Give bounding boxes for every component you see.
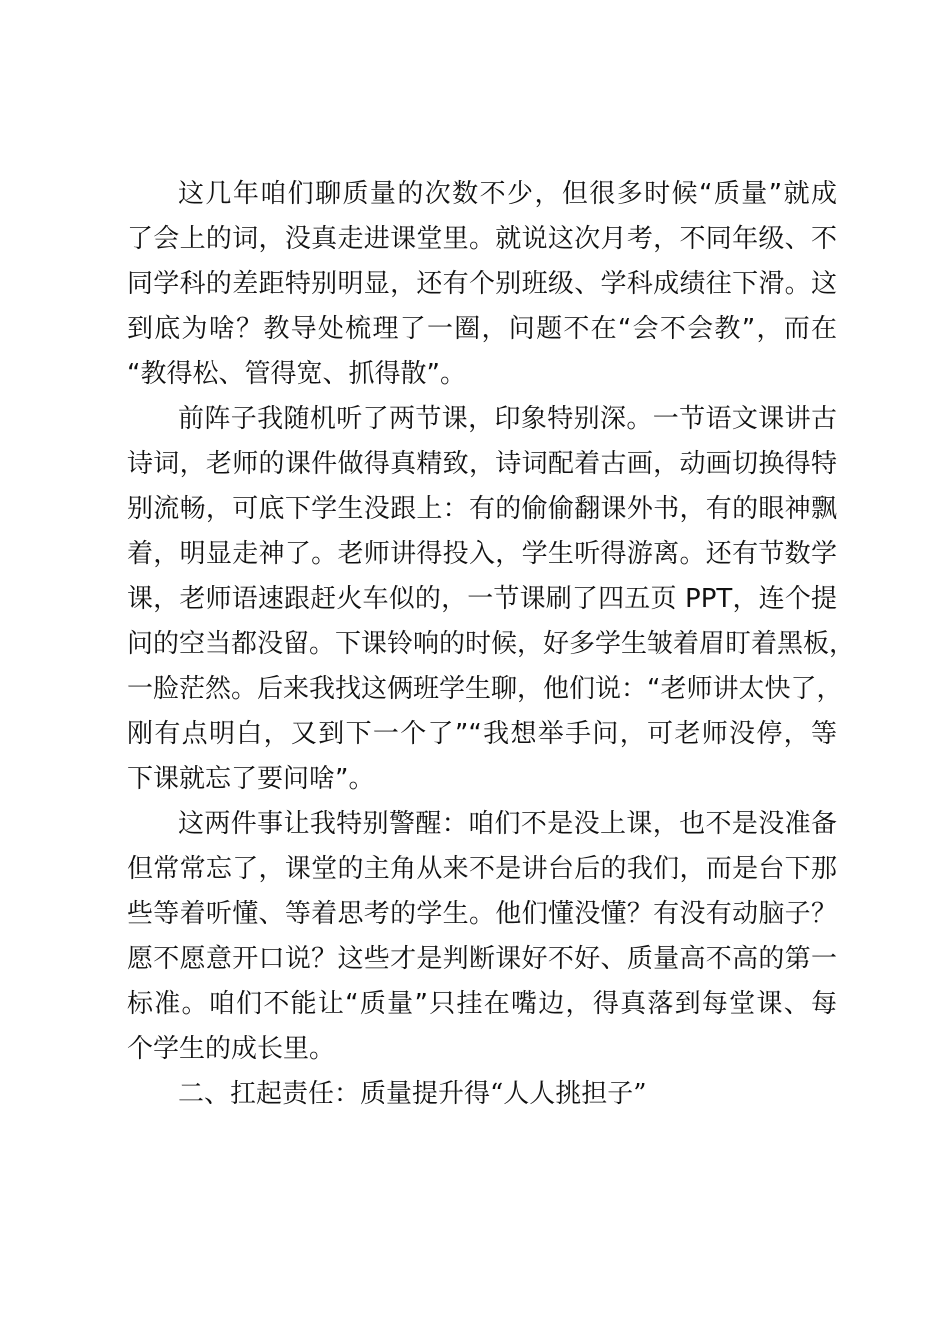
paragraph-3-line-3: 些等着听懂、等着思考的学生。他们懂没懂？有没有动脑子？ — [127, 899, 837, 929]
paragraph-3-line-4: 愿不愿意开口说？这些才是判断课好不好、质量高不高的第一 — [127, 944, 837, 974]
section-heading: 二、扛起责任：质量提升得“人人挑担子” — [178, 1079, 647, 1109]
paragraph-1-line-3: 同学科的差距特别明显，还有个别班级、学科成绩往下滑。这 — [127, 269, 837, 299]
paragraph-1-line-2: 了会上的词，没真走进课堂里。就说这次月考，不同年级、不 — [127, 224, 837, 254]
paragraph-1-line-4: 到底为啥？教导处梳理了一圈，问题不在“会不会教”，而在 — [127, 314, 837, 344]
paragraph-2-line-1: 前阵子我随机听了两节课，印象特别深。一节语文课讲古 — [178, 404, 837, 434]
paragraph-3-line-1: 这两件事让我特别警醒：咱们不是没上课，也不是没准备 — [178, 809, 837, 839]
paragraph-2-line-8: 刚有点明白，又到下一个了”“我想举手问，可老师没停，等 — [127, 719, 837, 749]
paragraph-2-line-7: 一脸茫然。后来我找这俩班学生聊，他们说：“老师讲太快了， — [127, 674, 843, 704]
paragraph-3-line-6: 个学生的成长里。 — [127, 1034, 336, 1064]
paragraph-1-line-1: 这几年咱们聊质量的次数不少，但很多时候“质量”就成 — [178, 179, 837, 209]
paragraph-3-line-2: 但常常忘了，课堂的主角从来不是讲台后的我们，而是台下那 — [127, 854, 837, 884]
paragraph-2-line-3: 别流畅，可底下学生没跟上：有的偷偷翻课外书，有的眼神飘 — [127, 494, 837, 524]
paragraph-3-line-5: 标准。咱们不能让“质量”只挂在嘴边，得真落到每堂课、每 — [127, 989, 837, 1019]
paragraph-2-line-2: 诗词，老师的课件做得真精致，诗词配着古画，动画切换得特 — [127, 449, 837, 479]
paragraph-1-line-5: “教得松、管得宽、抓得散”。 — [127, 359, 466, 389]
paragraph-2-line-4: 着，明显走神了。老师讲得投入，学生听得游离。还有节数学 — [127, 539, 837, 569]
paragraph-2-line-9: 下课就忘了要问啥”。 — [127, 764, 375, 794]
paragraph-2-line-6: 问的空当都没留。下课铃响的时候，好多学生皱着眉盯着黑板， — [127, 629, 856, 659]
paragraph-2-line-5: 课，老师语速跟赶火车似的，一节课刷了四五页 PPT，连个提 — [127, 584, 837, 614]
